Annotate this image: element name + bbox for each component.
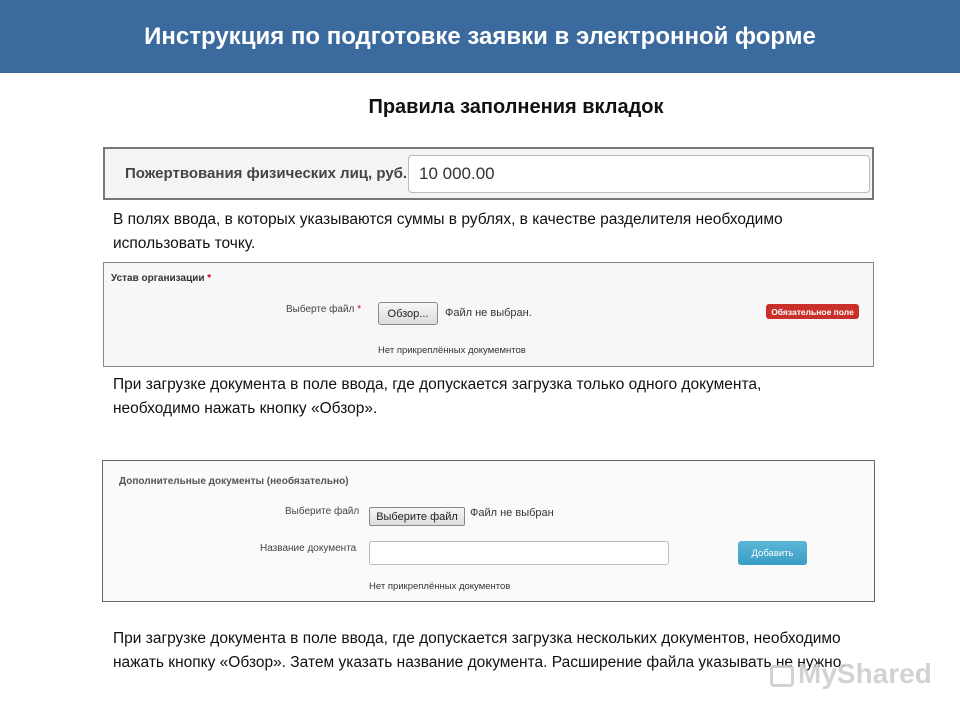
section-title: Правила заполнения вкладок <box>368 96 664 118</box>
page-title: Инструкция по подготовке заявки в электронной форме <box>144 22 816 50</box>
choose-file-button[interactable]: Выберите файл <box>369 507 465 526</box>
no-attached-docs-text: Нет прикреплённых документов <box>369 581 511 592</box>
note-amount-separator: В полях ввода, в которых указываются суммы в рублях, в качестве разделителя необходимо использовать точку. <box>113 211 783 252</box>
required-field-badge: Обязательное поле <box>766 304 859 319</box>
donations-panel <box>103 147 874 200</box>
additional-file-label: Выберите файл <box>285 506 360 517</box>
note-multiple-upload: При загрузке документа в поле ввода, где допускается загрузка нескольких документов, необходимо нажать кнопку «Обзор». Затем указать название документа. Расширение файла указывать не нужно. <box>113 630 846 671</box>
note-single-upload: При загрузке документа в поле ввода, где допускается загрузка только одного документа, необходимо нажать кнопку «Обзор». <box>113 376 762 417</box>
donations-label: Пожертвования физических лиц, руб. <box>125 165 408 182</box>
add-document-button[interactable]: Добавить <box>738 541 807 565</box>
browse-button[interactable]: Обзор... <box>378 302 438 325</box>
no-file-text: Файл не выбран. <box>445 307 532 319</box>
charter-title: Устав организации * <box>111 273 212 284</box>
required-asterisk: * <box>207 273 212 284</box>
charter-file-label: Выберте файл * <box>286 304 362 315</box>
watermark: MyShared <box>770 658 932 690</box>
no-file-text: Файл не выбран <box>470 507 554 519</box>
additional-docs-title: Дополнительные документы (необязательно) <box>119 476 349 487</box>
donations-input[interactable]: 10 000.00 <box>408 155 870 193</box>
doc-name-input[interactable] <box>369 541 669 565</box>
additional-docs-panel <box>102 460 875 602</box>
no-attached-docs-text: Нет прикреплённых докумемнтов <box>378 345 526 356</box>
watermark-logo-icon <box>770 665 794 687</box>
header-bar <box>0 0 960 73</box>
doc-name-label: Название документа <box>260 543 357 554</box>
required-asterisk: * <box>357 304 362 315</box>
charter-upload-panel <box>103 262 874 367</box>
